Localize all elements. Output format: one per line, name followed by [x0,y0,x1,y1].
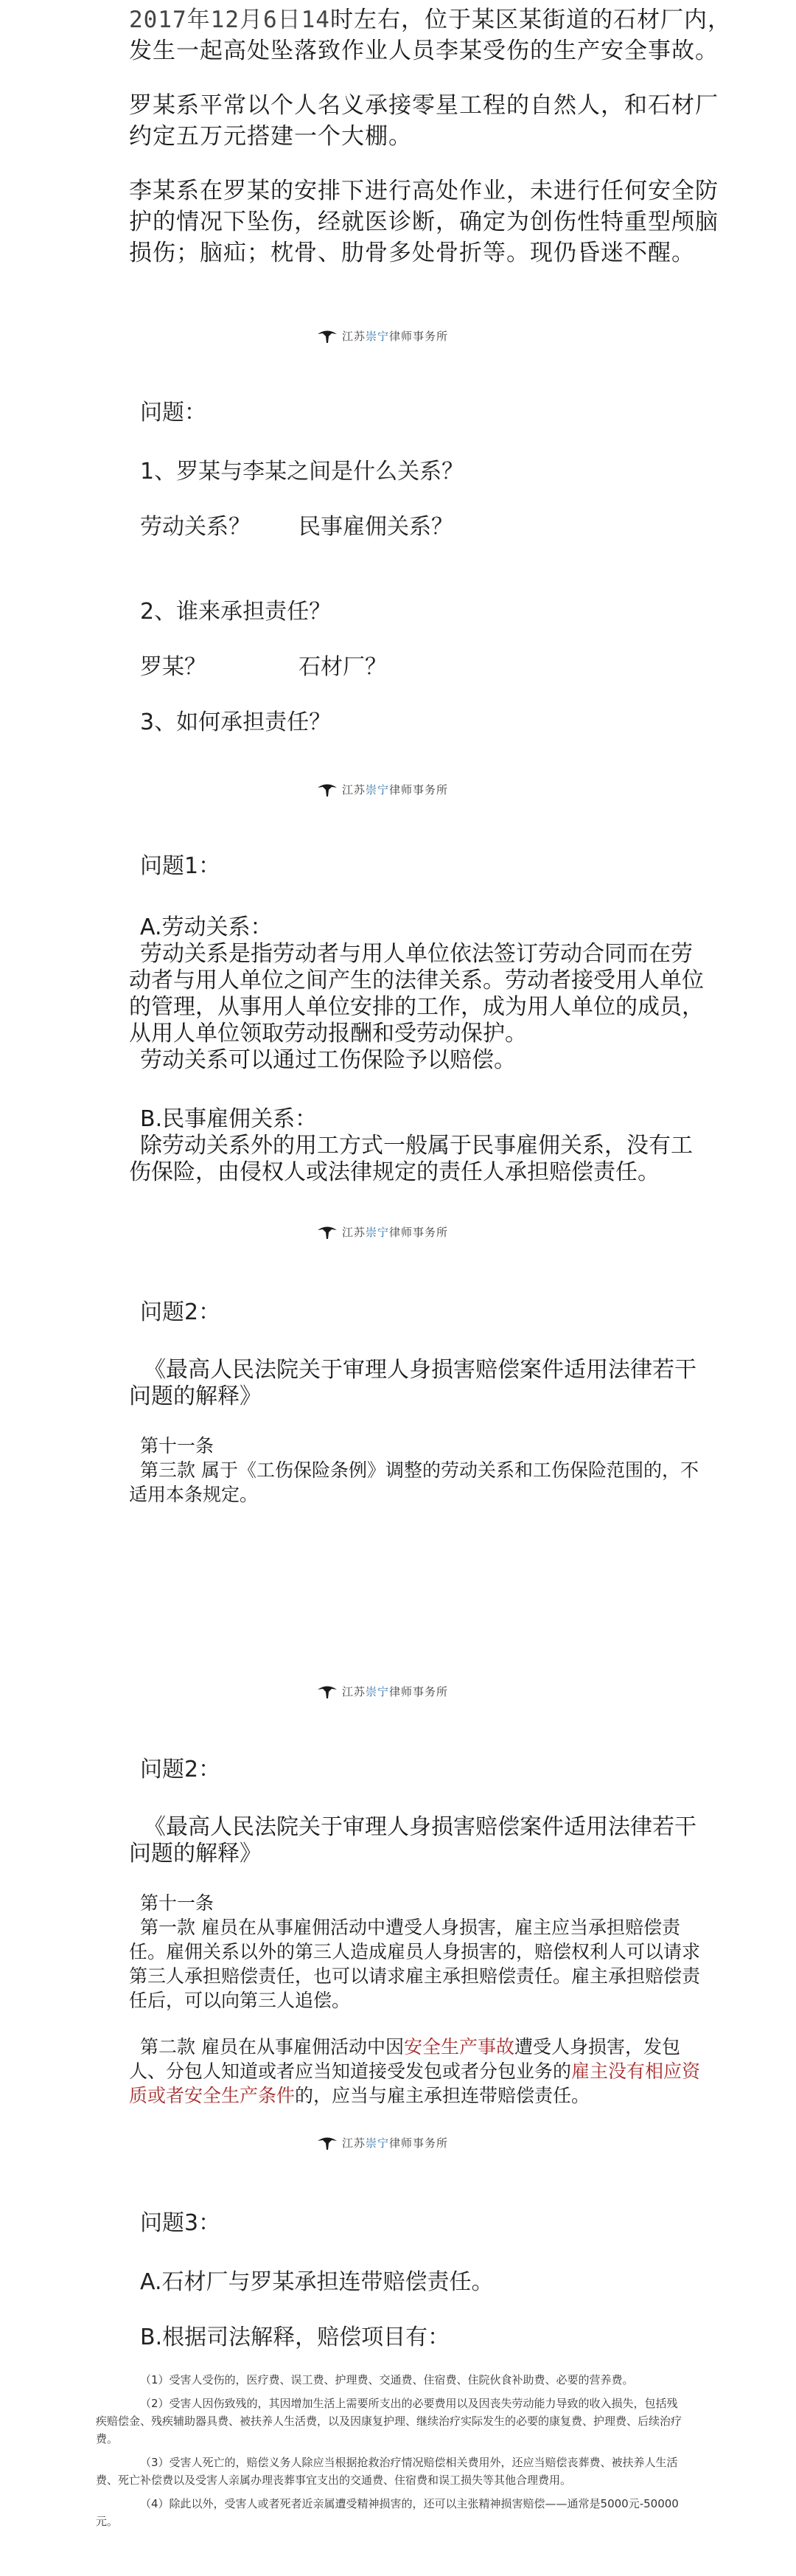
compensation-item-2: （2）受害人因伤致残的，其因增加生活上需要所支出的必要费用以及因丧失劳动能力导致的收入损失，包括残疾赔偿金、残疾辅助器具费、被扶养人生活费，以及因康复护理、继续治疗实际发生的必要的康复费、护理费、后续治疗费。 [96,2397,682,2445]
compensation-item-3: （3）受害人死亡的，赔偿义务人除应当根据抢救治疗情况赔偿相关费用外，还应当赔偿丧葬费、被扶养人生活费、死亡补偿费以及受害人亲属办理丧葬事宜支出的交通费、住宿费和误工损失等其他合理费用。 [96,2456,678,2487]
q2-option-luo: 罗某？ [140,654,206,680]
answer-2-heading: 问题2： [140,1299,221,1325]
q1-option-employment: 民事雇佣关系？ [298,514,453,540]
intro-paragraph-2: 罗某系平常以个人名义承接零星工程的自然人，和石材厂约定五万元搭建一个大棚。 [129,92,719,150]
intro-paragraph-1: 2017年12月6日14时左右，位于某区某街道的石材厂内，发生一起高处坠落致作业人员李某受伤的生产安全事故。 [129,7,731,64]
employment-relation-definition: 除劳动关系外的用工方式一般属于民事雇佣关系，没有工伤保险，由侵权人或法律规定的责任人承担赔偿责任。 [129,1133,693,1185]
firm-emblem-icon [317,1223,338,1240]
answer-2-heading-continued: 问题2： [140,1757,221,1782]
answer-1-employment [129,1106,711,1186]
incident-date: 2017年12月6日14 [129,7,330,33]
labor-relation-title: A.劳动关系： [140,914,273,940]
answer-3-joint-liability: A.石材厂与罗某承担连带赔偿责任。 [140,2269,494,2295]
answer-3-heading: 问题3： [140,2210,221,2236]
law-title: 《最高人民法院关于审理人身损害赔偿案件适用法律若干问题的解释》 [129,1357,696,1409]
firm-logo [317,2131,448,2153]
firm-name: 江苏崇宁律师事务所 [342,1225,449,1239]
firm-logo [317,324,448,347]
law-article: 第十一条 [140,1435,214,1457]
firm-name: 江苏崇宁律师事务所 [342,2136,449,2150]
intro-block-3 [129,176,733,268]
case-intro [129,4,733,66]
law-clause-1: 第一款 雇员在从事雇佣活动中遭受人身损害，雇主应当承担赔偿责任。雇佣关系以外的第三人造成雇员人身损害的，赔偿权利人可以请求第三人承担赔偿责任，也可以请求雇主承担赔偿责任。雇主承担赔偿责任后，可以向第三人追偿。 [129,1917,701,2011]
firm-emblem-icon [317,2134,338,2150]
questions-heading: 问题： [140,400,206,426]
question-3: 3、如何承担责任？ [140,709,332,735]
intro-paragraph-3: 李某系在罗某的安排下进行高处作业，未进行任何安全防护的情况下坠伤，经就医诊断，确定为创伤性特重型颅脑损伤；脑疝；枕骨、肋骨多处骨折等。现仍昏迷不醒。 [129,178,719,266]
highlight-no-qualification: 雇主没有相应资质或者安全生产条件 [129,2061,701,2106]
intro-block-2 [129,90,733,152]
question-1: 1、罗某与李某之间是什么关系？ [140,459,464,485]
firm-name: 江苏崇宁律师事务所 [342,329,449,343]
compensation-item-1: （1）受害人受伤的，医疗费、误工费、护理费、交通费、住宿费、住院伙食补助费、必要的营养费。 [140,2373,634,2386]
firm-logo [317,1680,448,1702]
highlight-safety-accident: 安全生产事故 [403,2036,514,2058]
firm-emblem-icon [317,1683,338,1699]
labor-relation-insurance: 劳动关系可以通过工伤保险予以赔偿。 [140,1047,516,1073]
answer-1-heading: 问题1： [140,853,221,879]
answer-3-compensation-heading: B.根据司法解释，赔偿项目有： [140,2325,450,2350]
q1-option-labor: 劳动关系？ [140,514,251,540]
employment-relation-title: B.民事雇佣关系： [140,1106,318,1132]
firm-name: 江苏崇宁律师事务所 [342,782,449,796]
law-clause-2: 第二款 雇员在从事雇佣活动中因安全生产事故遭受人身损害，发包人、分包人知道或者应当知道接受发包或者分包业务的雇主没有相应资质或者安全生产条件的，应当与雇主承担连带赔偿责任。 [129,2036,701,2106]
question-2: 2、谁来承担责任？ [140,599,332,625]
answer-1-labor [129,914,711,1074]
answer-2-law-excerpt-continued [129,1814,711,2108]
answer-2-law-excerpt [129,1357,711,1507]
compensation-item-4: （4）除此以外，受害人或者死者近亲属遭受精神损害的，还可以主张精神损害赔偿——通常是5000元-50000元。 [96,2497,679,2528]
firm-emblem-icon [317,327,338,344]
firm-logo [317,778,448,800]
firm-emblem-icon [317,781,338,797]
law-title: 《最高人民法院关于审理人身损害赔偿案件适用法律若干问题的解释》 [129,1814,696,1867]
labor-relation-definition: 劳动关系是指劳动者与用人单位依法签订劳动合同而在劳动者与用人单位之间产生的法律关系。劳动者接受用人单位的管理，从事用人单位安排的工作，成为用人单位的成员，从用人单位领取劳动报酬和受劳动保护。 [129,941,704,1046]
law-clause-3: 第三款 属于《工伤保险条例》调整的劳动关系和工伤保险范围的，不适用本条规定。 [129,1459,699,1505]
firm-logo [317,1221,448,1243]
compensation-items [96,2371,685,2530]
q2-option-factory: 石材厂？ [298,654,387,680]
law-article: 第十一条 [140,1892,214,1914]
firm-name: 江苏崇宁律师事务所 [342,1684,449,1698]
